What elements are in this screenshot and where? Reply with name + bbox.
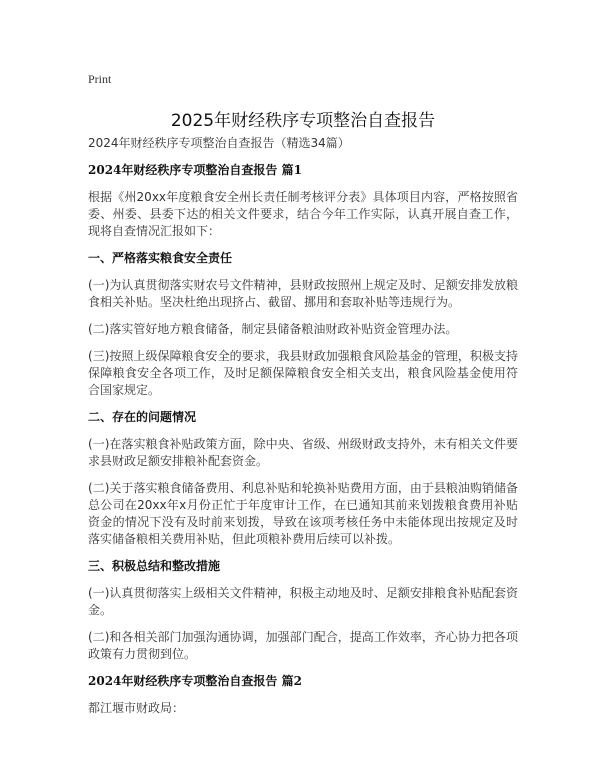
document-body bbox=[88, 162, 518, 727]
section-heading: 三、积极总结和整改措施 bbox=[88, 559, 221, 573]
paragraph: (一)在落实粮食补贴政策方面，除中央、省级、州级财政支持外，未有相关文件要求县财政足额安排粮补配套资金。 bbox=[88, 437, 518, 468]
document-subtitle: 2024年财经秩序专项整治自查报告（精选34篇） bbox=[88, 136, 350, 150]
article-heading: 2024年财经秩序专项整治自查报告 篇2 bbox=[88, 674, 302, 688]
section-heading: 一、严格落实粮食安全责任 bbox=[88, 251, 233, 265]
paragraph: (一)为认真贯彻落实财农号文件精神，县财政按照州上规定及时、足额安排发放粮食相关补贴。坚决杜绝出现挤占、截留、挪用和套取补贴等违规行为。 bbox=[88, 278, 518, 309]
intro-paragraph: 根据《州20xx年度粮食安全州长责任制考核评分表》具体项目内容，严格按照省委、州委、县委下达的相关文件要求，结合今年工作实际，认真开展自查工作，现将自查情况汇报如下： bbox=[88, 190, 518, 238]
paragraph: (二)和各相关部门加强沟通协调，加强部门配合，提高工作效率，齐心协力把各项政策有力贯彻到位。 bbox=[88, 630, 518, 661]
paragraph: (三)按照上级保障粮食安全的要求，我县财政加强粮食风险基金的管理，积极支持保障粮食安全各项工作，及时足额保障粮食安全相关支出，粮食风险基金使用符合国家规定。 bbox=[88, 349, 518, 397]
document-title: 2025年财经秩序专项整治自查报告 bbox=[170, 111, 436, 132]
section-heading: 二、存在的问题情况 bbox=[88, 410, 197, 424]
paragraph: (一)认真贯彻落实上级相关文件精神，积极主动地及时、足额安排粮食补贴配套资金。 bbox=[88, 586, 518, 617]
paragraph: (二)落实管好地方粮食储备，制定县储备粮油财政补贴资金管理办法。 bbox=[88, 322, 458, 336]
article-heading: 2024年财经秩序专项整治自查报告 篇1 bbox=[88, 163, 302, 177]
paragraph: (二)关于落实粮食储备费用、利息补贴和轮换补贴费用方面，由于县粮油购销储备总公司在20xx年x月份正忙于年度审计工作，在已通知其前来划拨粮食费用补贴资金的情况下没有及时前来划拨，导致在该项考核任务中未能体现出按规定及时落实储备粮相关费用补贴，但此项粮补费用后续可以补拨。 bbox=[88, 481, 518, 546]
salutation: 都江堰市财政局： bbox=[88, 701, 185, 715]
document-page bbox=[88, 0, 518, 776]
print-link[interactable]: Print bbox=[88, 72, 112, 86]
